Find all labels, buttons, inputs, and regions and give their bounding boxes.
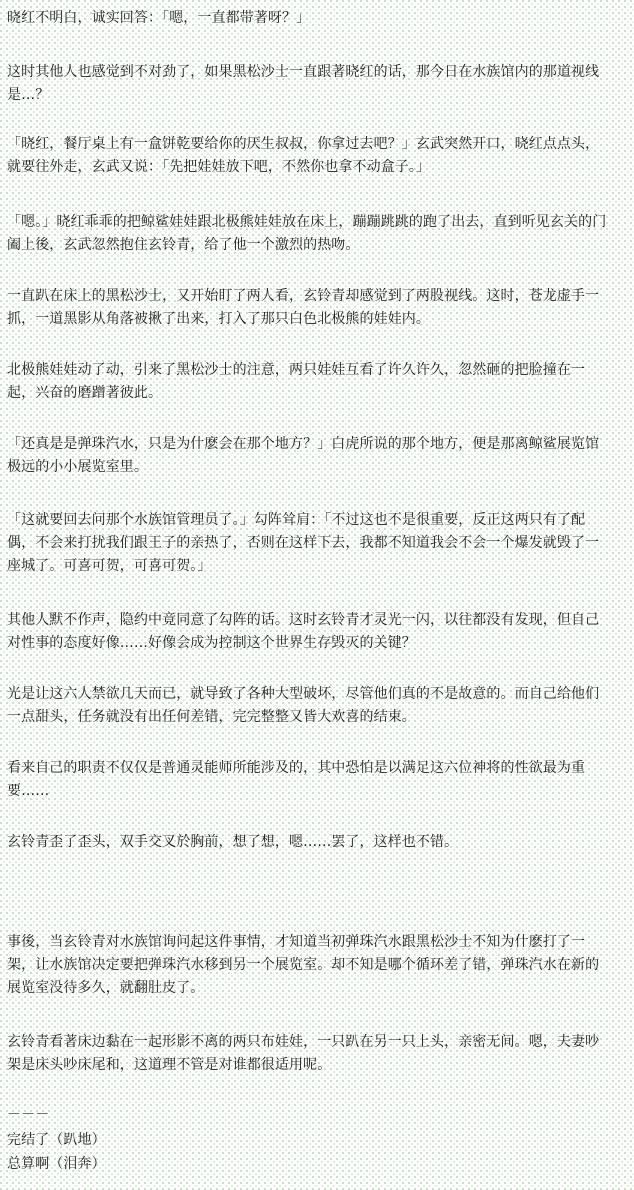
paragraph-2: 这时其他人也感觉到不对劲了，如果黑松沙士一直跟著晓红的话，那今日在水族馆内的那道视线是…？ <box>7 64 600 103</box>
ending-note-2: 总算啊（泪奔） <box>7 1156 106 1172</box>
paragraph-3: 「晓红，餐厅桌上有一盒饼乾要给你的厌生叔叔，你拿过去吧？」玄武突然开口，晓红点点头，就要往外走，玄武又说：「先把娃娃放下吧，不然你也拿不动盒子。」 <box>7 136 600 175</box>
paragraph-9: 其他人默不作声，隐约中竟同意了勾阵的话。这时玄铃青才灵光一闪，以往都没有发现，但自己对性事的态度好像……好像会成为控制这个世界生存毁灭的关键？ <box>7 612 600 651</box>
paragraph-5: 一直趴在床上的黑松沙士，又开始盯了两人看，玄铃青却感觉到了两股视线。这时，苍龙虚手一抓，一道黑影从角落被揪了出来，打入了那只白色北极熊的娃娃内。 <box>7 288 600 327</box>
paragraph-13: 事後，当玄铃青对水族馆询问起这件事情，才知道当初弹珠汽水跟黑松沙士不知为什麽打了一架，让水族馆决定要把弹珠汽水移到另一个展览室。却不知是哪个循环差了错，弹珠汽水在新的展览室没待多久，就翻肚皮了。 <box>7 934 600 996</box>
paragraph-4: 「嗯。」晓红乖乖的把鲸鲨娃娃跟北极熊娃娃放在床上，蹦蹦跳跳的跑了出去，直到听见玄关的门阖上後，玄武忽然抱住玄铃青，给了他一个激烈的热吻。 <box>7 214 607 253</box>
paragraph-1: 晓红不明白，诚实回答：「嗯，一直都带著呀？」 <box>7 10 311 26</box>
paragraph-11: 看来自己的职责不仅仅是普通灵能师所能涉及的，其中恐怕是以满足这六位神将的性欲最为重要…… <box>7 760 586 799</box>
separator-line: －－－ <box>7 1107 50 1123</box>
ending-note-1: 完结了（趴地） <box>7 1132 106 1148</box>
paragraph-10: 光是让这六人禁欲几天而已，就导致了各种大型破坏，尽管他们真的不是故意的。而自己给他们一点甜头，任务就没有出任何差错，完完整整又皆大欢喜的结束。 <box>7 686 600 725</box>
paragraph-7: 「还真是是弹珠汽水，只是为什麽会在那个地方？」白虎所说的那个地方，便是那离鲸鲨展览馆极远的小小展览室里。 <box>7 436 600 475</box>
paragraph-8: 「这就要回去问那个水族馆管理员了。」勾阵耸肩：「不过这也不是很重要，反正这两只有了配偶，不会来打扰我们跟王子的亲热了，否则在这样下去，我都不知道我会不会一个爆发就毁了一座城了。可喜可贺，可喜可贺。」 <box>7 512 600 574</box>
paragraph-12: 玄铃青歪了歪头，双手交叉於胸前，想了想，嗯……罢了，这样也不错。 <box>7 834 459 850</box>
paragraph-14: 玄铃青看著床边黏在一起形影不离的两只布娃娃，一只趴在另一只上头，亲密无间。嗯，夫妻吵架是床头吵床尾和，这道理不管是对谁都很适用呢。 <box>7 1034 600 1073</box>
paragraph-6: 北极熊娃娃动了动，引来了黑松沙士的注意，两只娃娃互看了许久许久，忽然砸的把脸撞在一起，兴奋的磨蹭著彼此。 <box>7 362 586 401</box>
